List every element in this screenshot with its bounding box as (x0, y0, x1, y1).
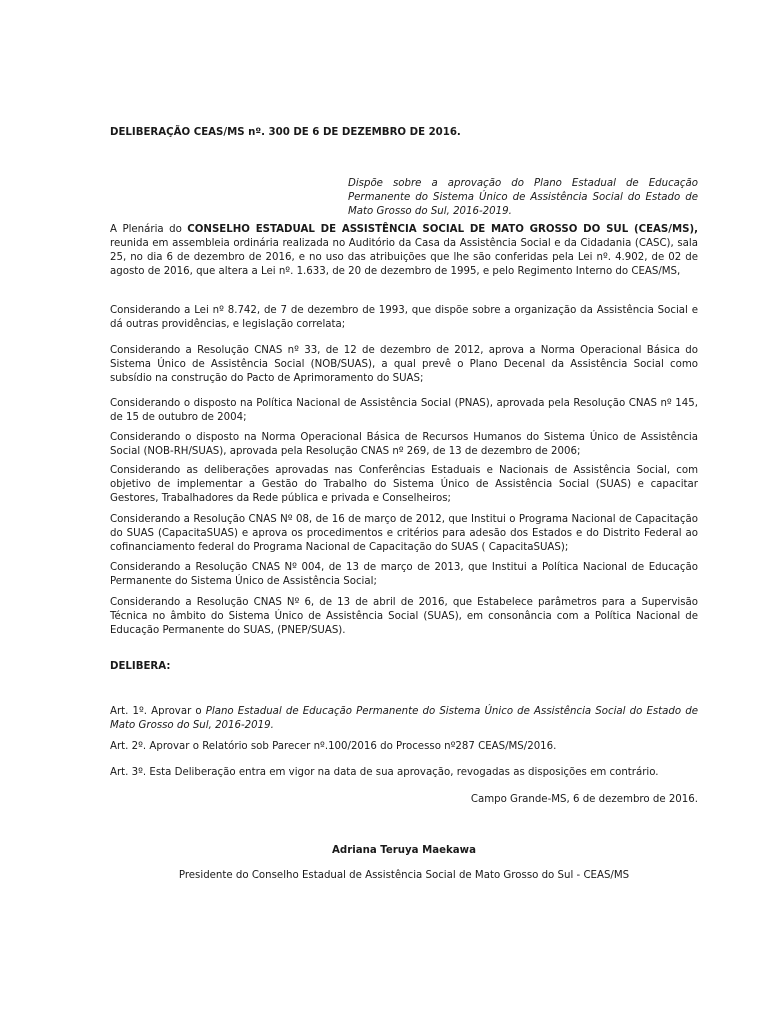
considerando-8: Considerando a Resolução CNAS Nº 6, de 13 de abril de 2016, que Estabelece parâmetros para a Supervisão Técnica no âmbito do Sistema Único de Assistência Social (SUAS), em consonância com a Política Nacional de Educação Permanente do SUAS, (PNEP/SUAS). (110, 597, 698, 636)
article-1-plan-title: Plano Estadual de Educação Permanente do Sistema Único de Assistência Social do Estado de Mato Grosso do Sul, 2016-2019. (110, 706, 698, 731)
considerando-3: Considerando o disposto na Política Nacional de Assistência Social (PNAS), aprovada pela Resolução CNAS nº 145, de 15 de outubro de 2004; (110, 398, 698, 423)
considerando-1: Considerando a Lei nº 8.742, de 7 de dezembro de 1993, que dispõe sobre a organização da Assistência Social e dá outras providências, e legislação correlata; (110, 305, 698, 330)
intro-prefix: A Plenária do (110, 224, 188, 235)
considerando-6: Considerando a Resolução CNAS Nº 08, de 16 de março de 2012, que Institui o Programa Nacional de Capacitação do SUAS (CapacitaSUAS) e aprova os procedimentos e critérios para adesão dos Estados e do Distrito Federal ao cofinanciamento federal do Programa Nacional de Capacitação do SUAS ( CapacitaSUAS); (110, 514, 698, 553)
ementa: Dispõe sobre a aprovação do Plano Estadual de Educação Permanente do Sistema Único de Assistência Social do Estado de Mato Grosso do Sul, 2016-2019. (348, 178, 698, 217)
signatory-role: Presidente do Conselho Estadual de Assistência Social de Mato Grosso do Sul - CEAS/MS (178, 870, 630, 881)
considerando-4: Considerando o disposto na Norma Operacional Básica de Recursos Humanos do Sistema Único de Assistência Social (NOB-RH/SUAS), aprovada pela Resolução CNAS nº 269, de 13 de dezembro de 2006; (110, 432, 698, 457)
article-2: Art. 2º. Aprovar o Relatório sob Parecer nº.100/2016 do Processo nº287 CEAS/MS/2016. (110, 741, 557, 752)
considerando-7: Considerando a Resolução CNAS Nº 004, de 13 de março de 2013, que Institui a Política Nacional de Educação Permanente do Sistema Único de Assistência Social; (110, 562, 698, 587)
intro-paragraph (110, 223, 698, 279)
article-1-prefix: Art. 1º. Aprovar o (110, 706, 206, 717)
article-1 (110, 705, 698, 733)
intro-rest: reunida em assembleia ordinária realizada no Auditório da Casa da Assistência Social e da Cidadania (CASC), sala 25, no dia 6 de dezembro de 2016, e no uso das atribuições que lhe são conferidas pela Lei nº. 4.902, de 02 de agosto de 2016, que altera a Lei nº. 1.633, de 20 de dezembro de 1995, e pelo Regimento Interno do CEAS/MS, (110, 238, 698, 277)
considerando-5: Considerando as deliberações aprovadas nas Conferências Estaduais e Nacionais de Assistência Social, com objetivo de implementar a Gestão do Trabalho do Sistema Único de Assistência Social (SUAS) e capacitar Gestores, Trabalhadores da Rede pública e privada e Conselheiros; (110, 465, 698, 504)
document-title: DELIBERAÇÃO CEAS/MS nº. 300 DE 6 DE DEZEMBRO DE 2016. (110, 127, 461, 138)
considerando-2: Considerando a Resolução CNAS nº 33, de 12 de dezembro de 2012, aprova a Norma Operacional Básica do Sistema Único de Assistência Social (NOB/SUAS), a qual prevê o Plano Decenal da Assistência Social como subsídio na construção do Pacto de Aprimoramento do SUAS; (110, 345, 698, 384)
signatory-name: Adriana Teruya Maekawa (332, 845, 476, 856)
place-date: Campo Grande-MS, 6 de dezembro de 2016. (470, 794, 698, 805)
council-name: CONSELHO ESTADUAL DE ASSISTÊNCIA SOCIAL DE MATO GROSSO DO SUL (CEAS/MS), (187, 224, 698, 235)
article-3: Art. 3º. Esta Deliberação entra em vigor na data de sua aprovação, revogadas as disposições em contrário. (110, 767, 659, 778)
delibera-heading: DELIBERA: (110, 661, 171, 672)
